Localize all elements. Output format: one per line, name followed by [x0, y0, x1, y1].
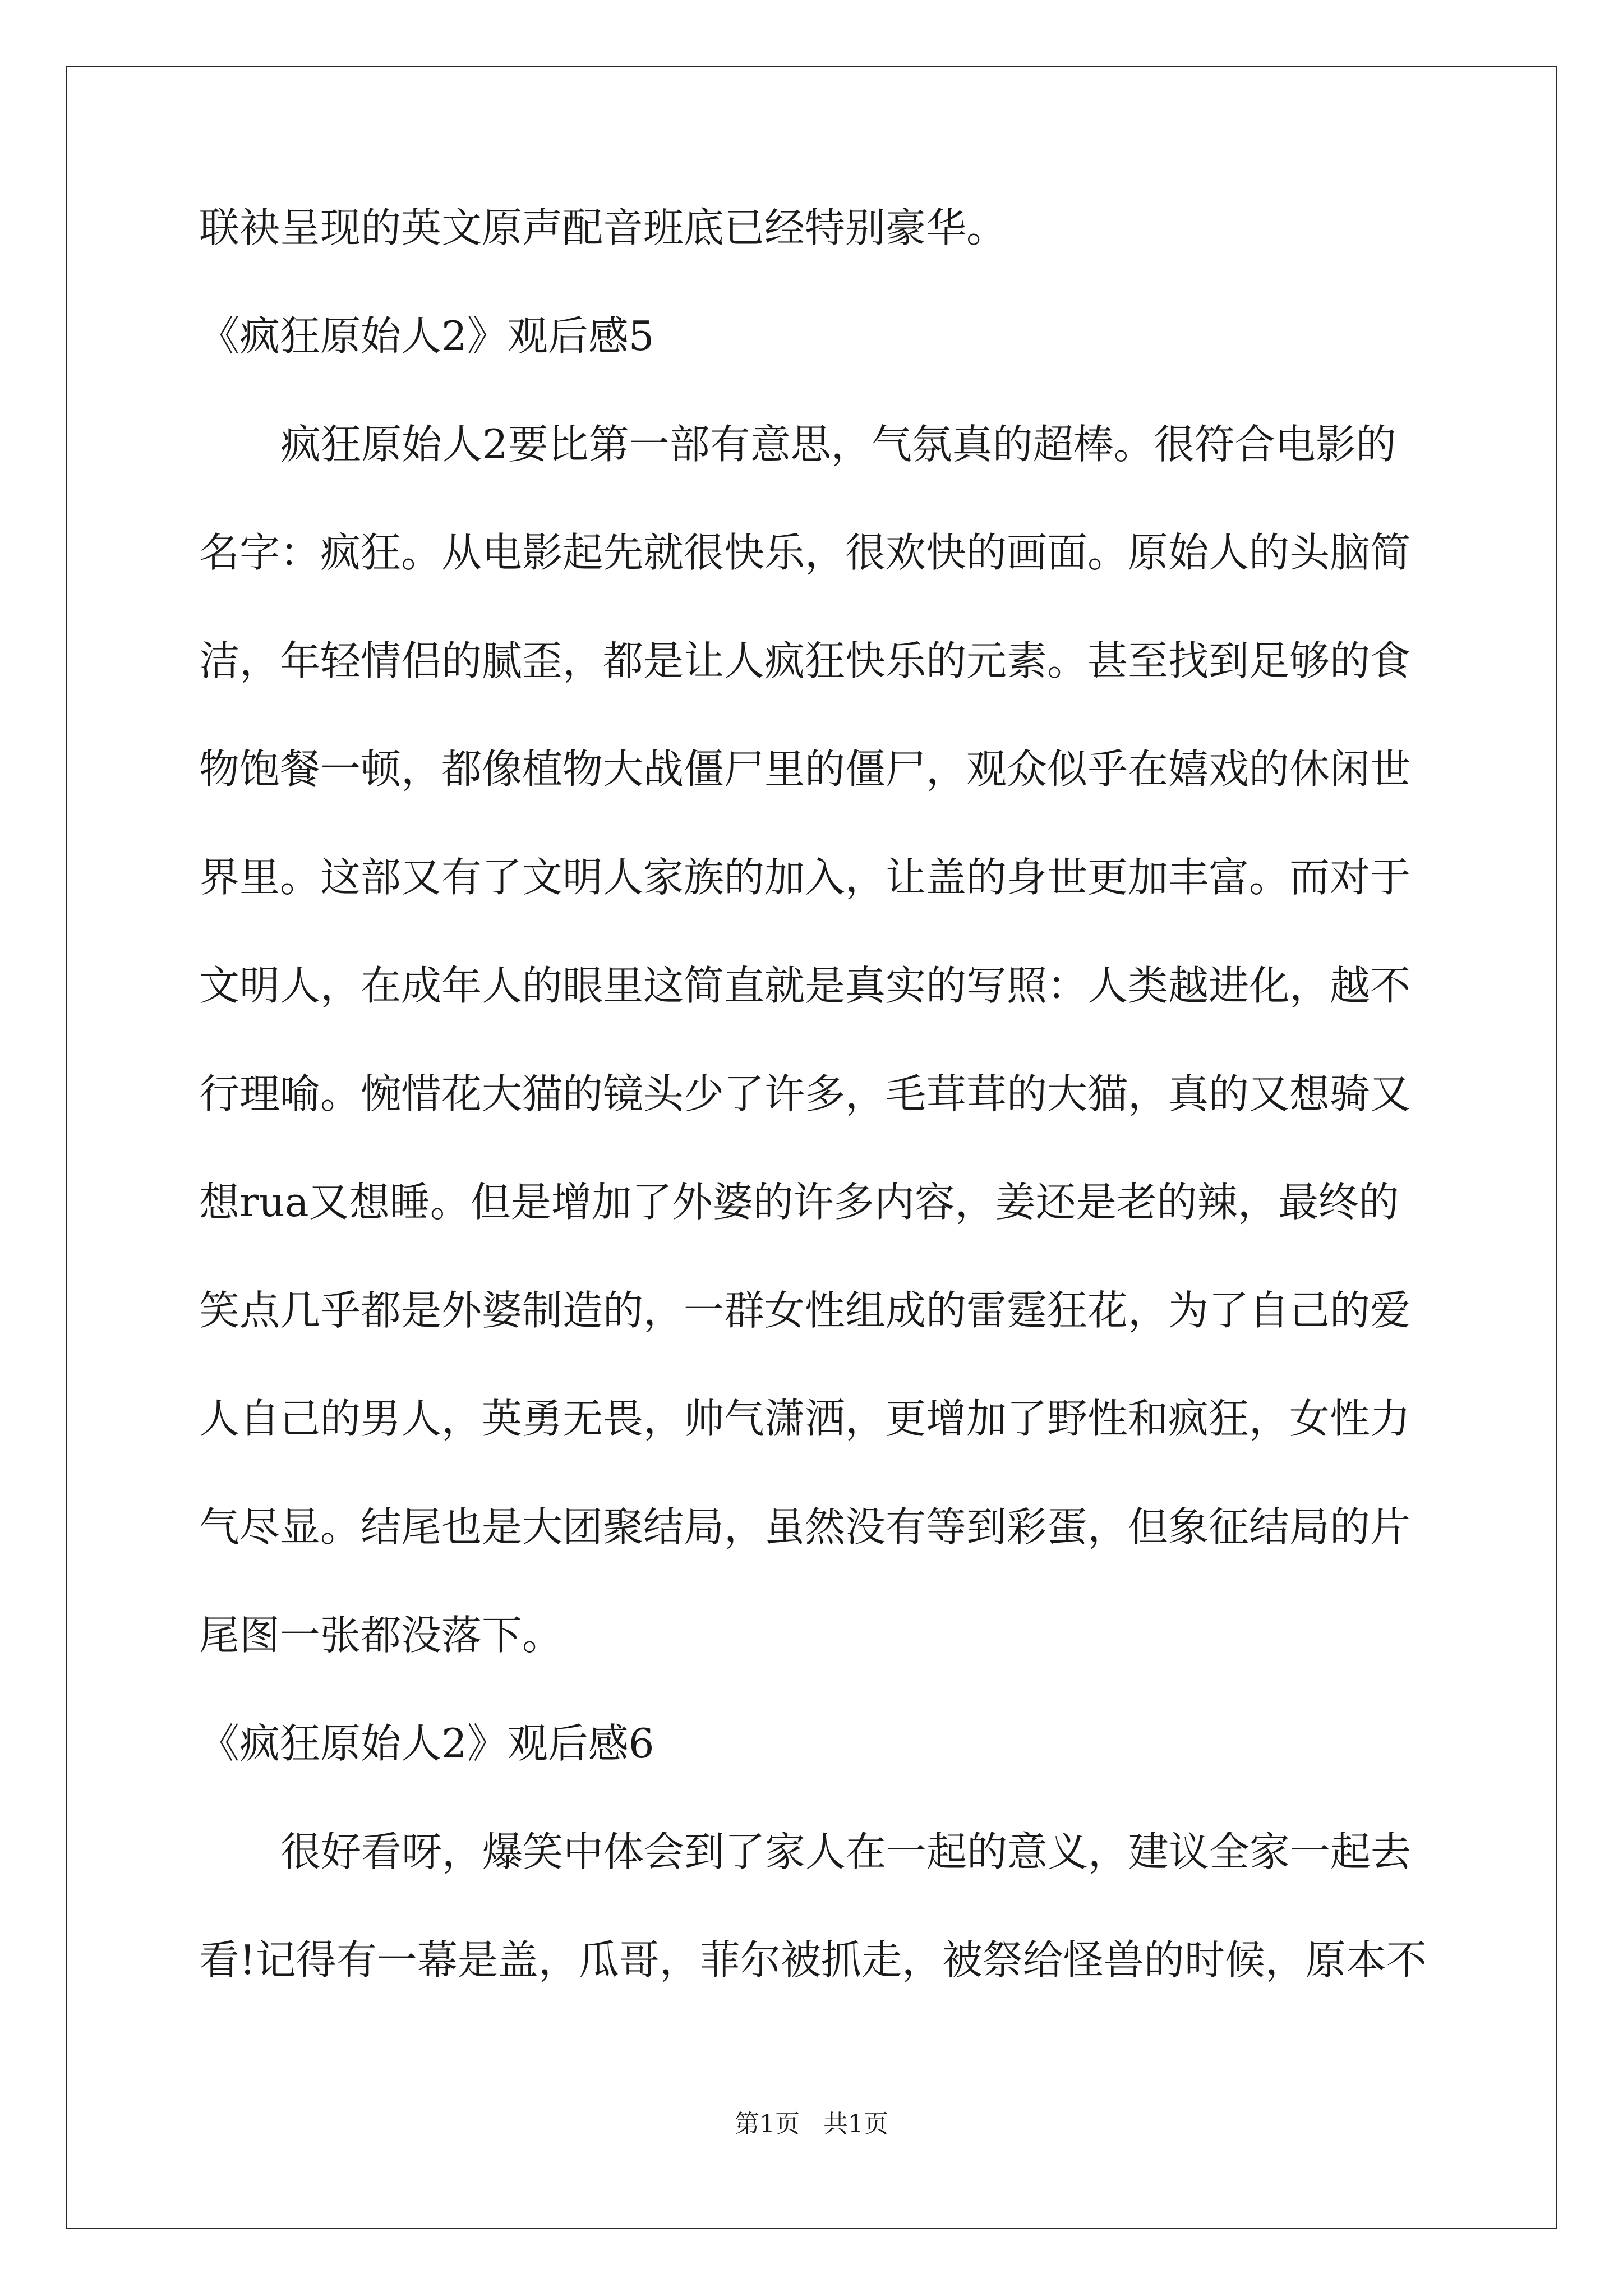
document-body — [199, 204, 1433, 2048]
paragraph-line: 名字：疯狂。从电影起先就很快乐，很欢快的画面。原始人的头脑简 — [199, 529, 1411, 576]
paragraph-line: 气尽显。结尾也是大团聚结局，虽然没有等到彩蛋，但象征结局的片 — [199, 1503, 1411, 1550]
paragraph-line: 物饱餐一顿，都像植物大战僵尸里的僵尸，观众似乎在嬉戏的休闲世 — [199, 746, 1411, 793]
paragraph-line: 联袂呈现的英文原声配音班底已经特别豪华。 — [199, 204, 1007, 251]
section-heading-6: 《疯狂原始人2》观后感6 — [199, 1720, 654, 1767]
paragraph-line: 想rua又想睡。但是增加了外婆的许多内容，姜还是老的辣，最终的 — [199, 1179, 1399, 1226]
page-footer: 第1页 共1页 — [735, 2110, 888, 2138]
paragraph-line: 人自己的男人，英勇无畏，帅气潇洒，更增加了野性和疯狂，女性力 — [199, 1395, 1411, 1442]
paragraph-line: 洁，年轻情侣的腻歪，都是让人疯狂快乐的元素。甚至找到足够的食 — [199, 637, 1411, 684]
paragraph-line: 看!记得有一幕是盖，瓜哥，菲尔被抓走，被祭给怪兽的时候，原本不 — [199, 1936, 1427, 1984]
paragraph-line: 尾图一张都没落下。 — [199, 1612, 563, 1659]
paragraph-line: 文明人，在成年人的眼里这简直就是真实的写照：人类越进化，越不 — [199, 962, 1411, 1009]
section-heading-5: 《疯狂原始人2》观后感5 — [199, 312, 654, 360]
paragraph-line: 界里。这部又有了文明人家族的加入，让盖的身世更加丰富。而对于 — [199, 854, 1411, 901]
paragraph-line: 疯狂原始人2要比第一部有意思，气氛真的超棒。很符合电影的 — [280, 421, 1396, 468]
paragraph-line: 笑点几乎都是外婆制造的，一群女性组成的雷霆狂花，为了自己的爱 — [199, 1287, 1411, 1334]
paragraph-line: 行理喻。惋惜花大猫的镜头少了许多，毛茸茸的大猫，真的又想骑又 — [199, 1070, 1411, 1117]
paragraph-line: 很好看呀，爆笑中体会到了家人在一起的意义，建议全家一起去 — [280, 1828, 1412, 1875]
